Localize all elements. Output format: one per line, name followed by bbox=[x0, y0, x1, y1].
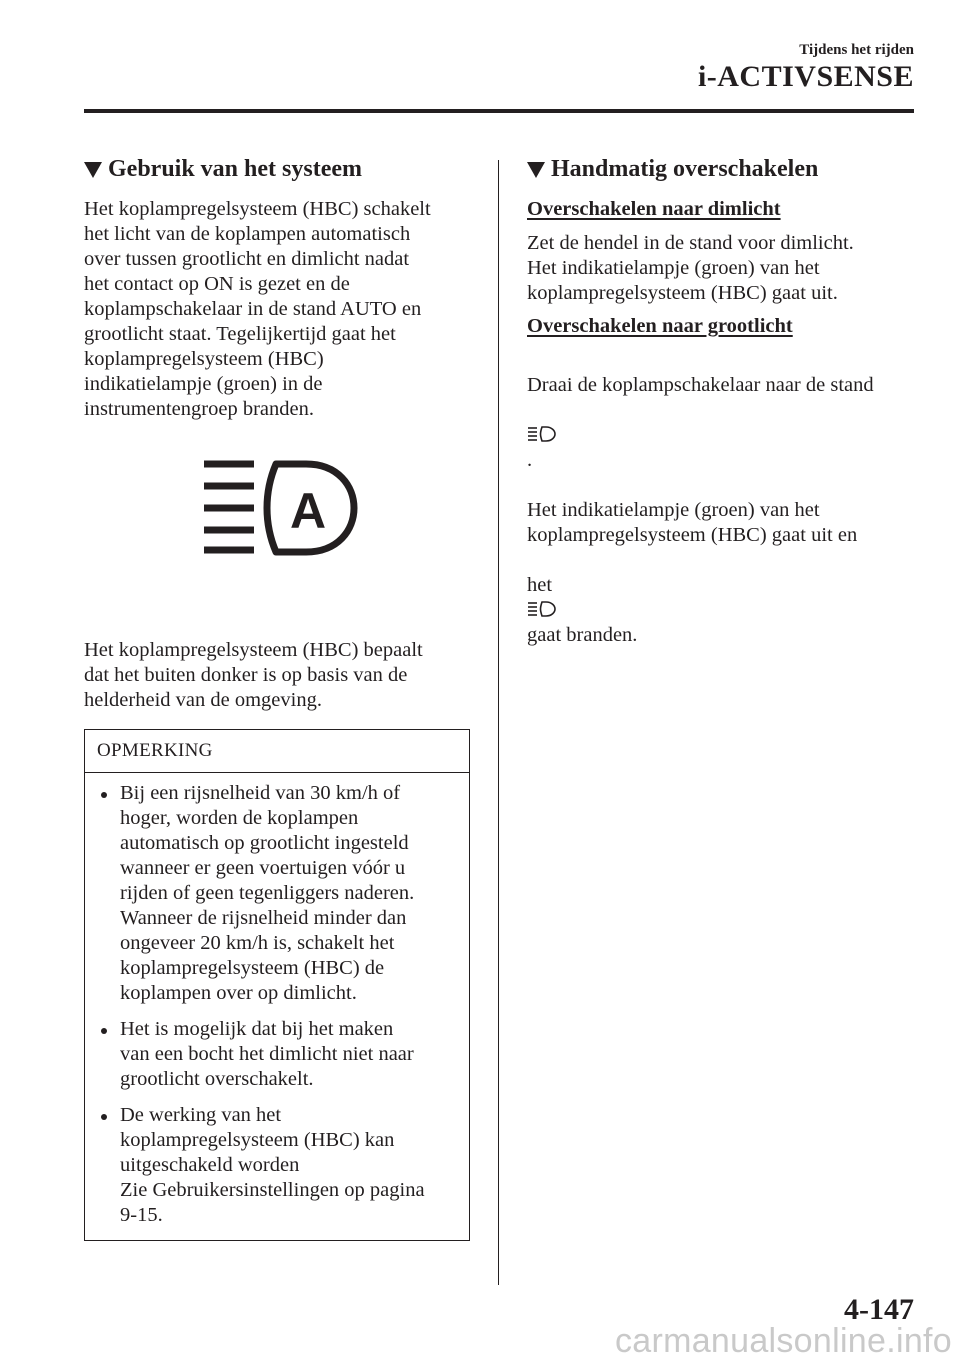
left-column bbox=[84, 156, 470, 1241]
high-beam-last-prefix: het bbox=[527, 574, 553, 596]
column-divider bbox=[498, 160, 499, 1285]
note-item bbox=[95, 1017, 459, 1092]
section-heading-manual bbox=[527, 156, 927, 183]
hbc-auto-indicator-icon bbox=[202, 456, 358, 556]
note-list bbox=[85, 773, 469, 1240]
note-item-text: Bij een rijsnelheid van 30 km/h of hoger, worden de koplampen automatisch op grootlicht ingesteld wanneer er geen voertuigen vóór u rijden of geen tegenliggers naderen. Wanneer de rijsnelheid minder dan ongeveer 20 km/h is, schakelt het koplampregelsysteem (HBC) de koplampen over op dimlicht. bbox=[120, 782, 415, 1004]
section-heading-text: Gebruik van het systeem bbox=[108, 156, 362, 182]
triangle-bullet-icon bbox=[84, 162, 102, 178]
high-beam-line1: Draai de koplampschakelaar naar de stand bbox=[527, 374, 874, 396]
high-beam-icon bbox=[527, 425, 557, 443]
note-item bbox=[95, 1103, 459, 1228]
high-beam-icon bbox=[527, 600, 557, 618]
darkness-detection-paragraph: Het koplampregelsysteem (HBC) bepaalt dat het buiten donker is op basis van de helderheid van de omgeving. bbox=[84, 639, 423, 711]
note-item-text: De werking van het koplampregelsysteem (HBC) kan uitgeschakeld worden Zie Gebruikersinstellingen op pagina 9-15. bbox=[120, 1104, 425, 1226]
note-item bbox=[95, 781, 459, 1006]
low-beam-paragraph: Zet de hendel in de stand voor dimlicht. Het indikatielampje (groen) van het koplampregelsysteem (HBC) gaat uit. bbox=[527, 232, 854, 304]
high-beam-text: Het indikatielampje (groen) van het koplampregelsysteem (HBC) gaat uit en bbox=[527, 499, 858, 546]
running-header-title: i-ACTIVSENSE bbox=[697, 60, 914, 93]
section-heading-text: Handmatig overschakelen bbox=[551, 156, 819, 182]
watermark: carmanualsonline.info bbox=[614, 1322, 952, 1360]
high-beam-paragraph bbox=[527, 348, 927, 648]
hbc-indicator-figure bbox=[84, 422, 470, 638]
note-box bbox=[84, 729, 470, 1241]
section-heading-usage bbox=[84, 156, 470, 183]
high-beam-last-suffix: gaat branden. bbox=[527, 624, 638, 646]
bullet-icon bbox=[101, 1114, 107, 1120]
bullet-icon bbox=[101, 1028, 107, 1034]
subheading-high-beam: Overschakelen naar grootlicht bbox=[527, 315, 793, 337]
subheading-low-beam: Overschakelen naar dimlicht bbox=[527, 198, 781, 220]
running-header-section: Tijdens het rijden bbox=[799, 42, 914, 58]
triangle-bullet-icon bbox=[527, 162, 545, 178]
bullet-icon bbox=[101, 792, 107, 798]
header-divider bbox=[84, 109, 914, 113]
high-beam-line2-suffix: . bbox=[527, 449, 533, 471]
hbc-icon-letter: A bbox=[289, 483, 327, 539]
note-title: OPMERKING bbox=[85, 730, 469, 773]
usage-intro-paragraph: Het koplampregelsysteem (HBC) schakelt het licht van de koplampen automatisch over tussen grootlicht en dimlicht nadat het contact op ON is gezet en de koplampschakelaar in de stand AUTO en grootlicht staat. Tegelijkertijd gaat het koplampregelsysteem (HBC) indikatielampje (groen) in de instrumentengroep branden. bbox=[84, 198, 431, 420]
right-column bbox=[527, 156, 927, 648]
note-item-text: Het is mogelijk dat bij het maken van een bocht het dimlicht niet naar grootlicht overschakelt. bbox=[120, 1018, 414, 1090]
page-number: 4-147 bbox=[844, 1293, 914, 1326]
